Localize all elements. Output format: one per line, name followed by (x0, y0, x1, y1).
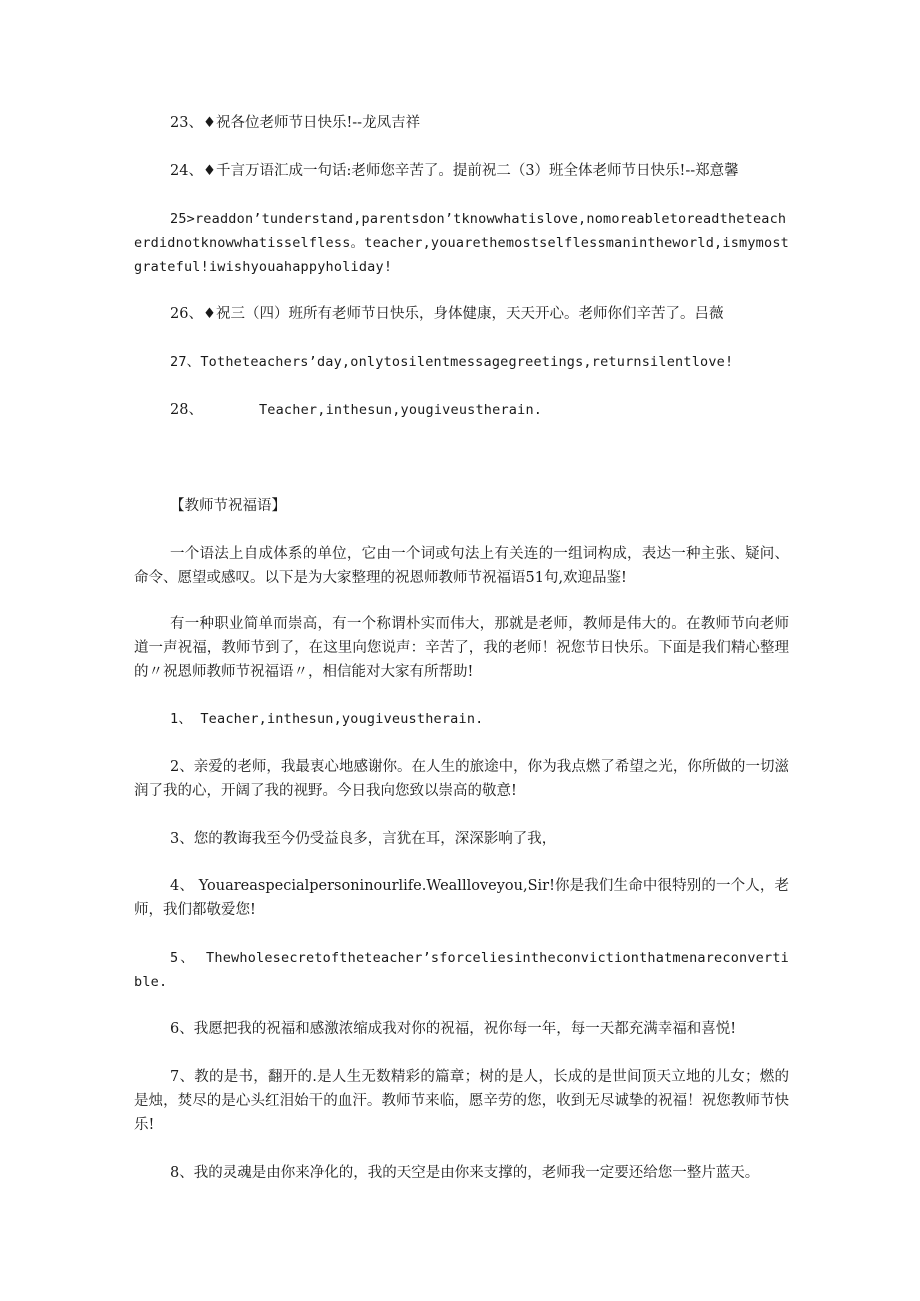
section-heading: 【教师节祝福语】 (170, 498, 286, 514)
wish-item-28-number: 28、 (170, 402, 203, 418)
wish-item-23: 23、♦祝各位老师节日快乐!--龙凤吉祥 (170, 115, 421, 131)
wish-item-1: 1、 Teacher,inthesun,yougiveustherain. (170, 711, 484, 727)
wish-item-25: 25>readdon’tunderstand,parentsdon’tknowwhatislove,nomoreabletoreadtheteacherdidnotknowwhatisselfless。teacher,youarethemostselflessmanintheworld,ismymostgrateful!iwishyouahappyholiday! (134, 211, 789, 275)
wish-item-27: 27、Totheteachers’day,onlytosilentmessagegreetings,returnsilentlove! (170, 354, 734, 370)
wish-item-26: 26、♦祝三（四）班所有老师节日快乐，身体健康，天天开心。老师你们辛苦了。吕薇 (170, 306, 724, 322)
wish-item-24: 24、♦千言万语汇成一句话:老师您辛苦了。提前祝二（3）班全体老师节日快乐!--郑意馨 (170, 163, 739, 179)
wish-item-28-text: Teacher,inthesun,yougiveustherain. (258, 402, 543, 418)
wish-item-3: 3、您的教诲我至今仍受益良多，言犹在耳，深深影响了我， (170, 831, 557, 847)
wish-item-4: 4、 Youareaspecialpersoninourlife.Weallloveyou,Sir!你是我们生命中很特别的一个人，老师，我们都敬爱您! (134, 878, 789, 918)
wish-item-2: 2、亲爱的老师，我最衷心地感谢你。在人生的旅途中，你为我点燃了希望之光，你所做的一切滋润了我的心，开阔了我的视野。今日我向您致以崇高的敬意! (134, 759, 789, 799)
wish-item-6: 6、我愿把我的祝福和感激浓缩成我对你的祝福，祝你每一年，每一天都充满幸福和喜悦! (170, 1021, 737, 1037)
wish-item-7: 7、教的是书，翻开的.是人生无数精彩的篇章；树的是人，长成的是世间顶天立地的儿女；燃的是烛，焚尽的是心头红泪始干的血汗。教师节来临，愿辛劳的您，收到无尽诚挚的祝福！祝您教师节快乐! (134, 1069, 789, 1133)
wish-item-8: 8、我的灵魂是由你来净化的，我的天空是由你来支撑的，老师我一定要还给您一整片蓝天。 (170, 1165, 760, 1181)
intro-paragraph-1: 一个语法上自成体系的单位，它由一个词或句法上有关连的一组词构成，表达一种主张、疑问、命令、愿望或感叹。以下是为大家整理的祝恩师教师节祝福语51句,欢迎品鉴! (134, 546, 789, 586)
wish-item-28 (170, 398, 542, 422)
wish-item-5: 5、 Thewholesecretoftheteacher’sforceliesintheconvictionthatmenareconvertible. (134, 950, 789, 990)
intro-paragraph-2: 有一种职业简单而崇高，有一个称谓朴实而伟大，那就是老师，教师是伟大的。在教师节向老师道一声祝福，教师节到了，在这里向您说声：辛苦了，我的老师！祝您节日快乐。下面是我们精心整理的〃祝恩师教师节祝福语〃，相信能对大家有所帮助! (134, 616, 789, 680)
